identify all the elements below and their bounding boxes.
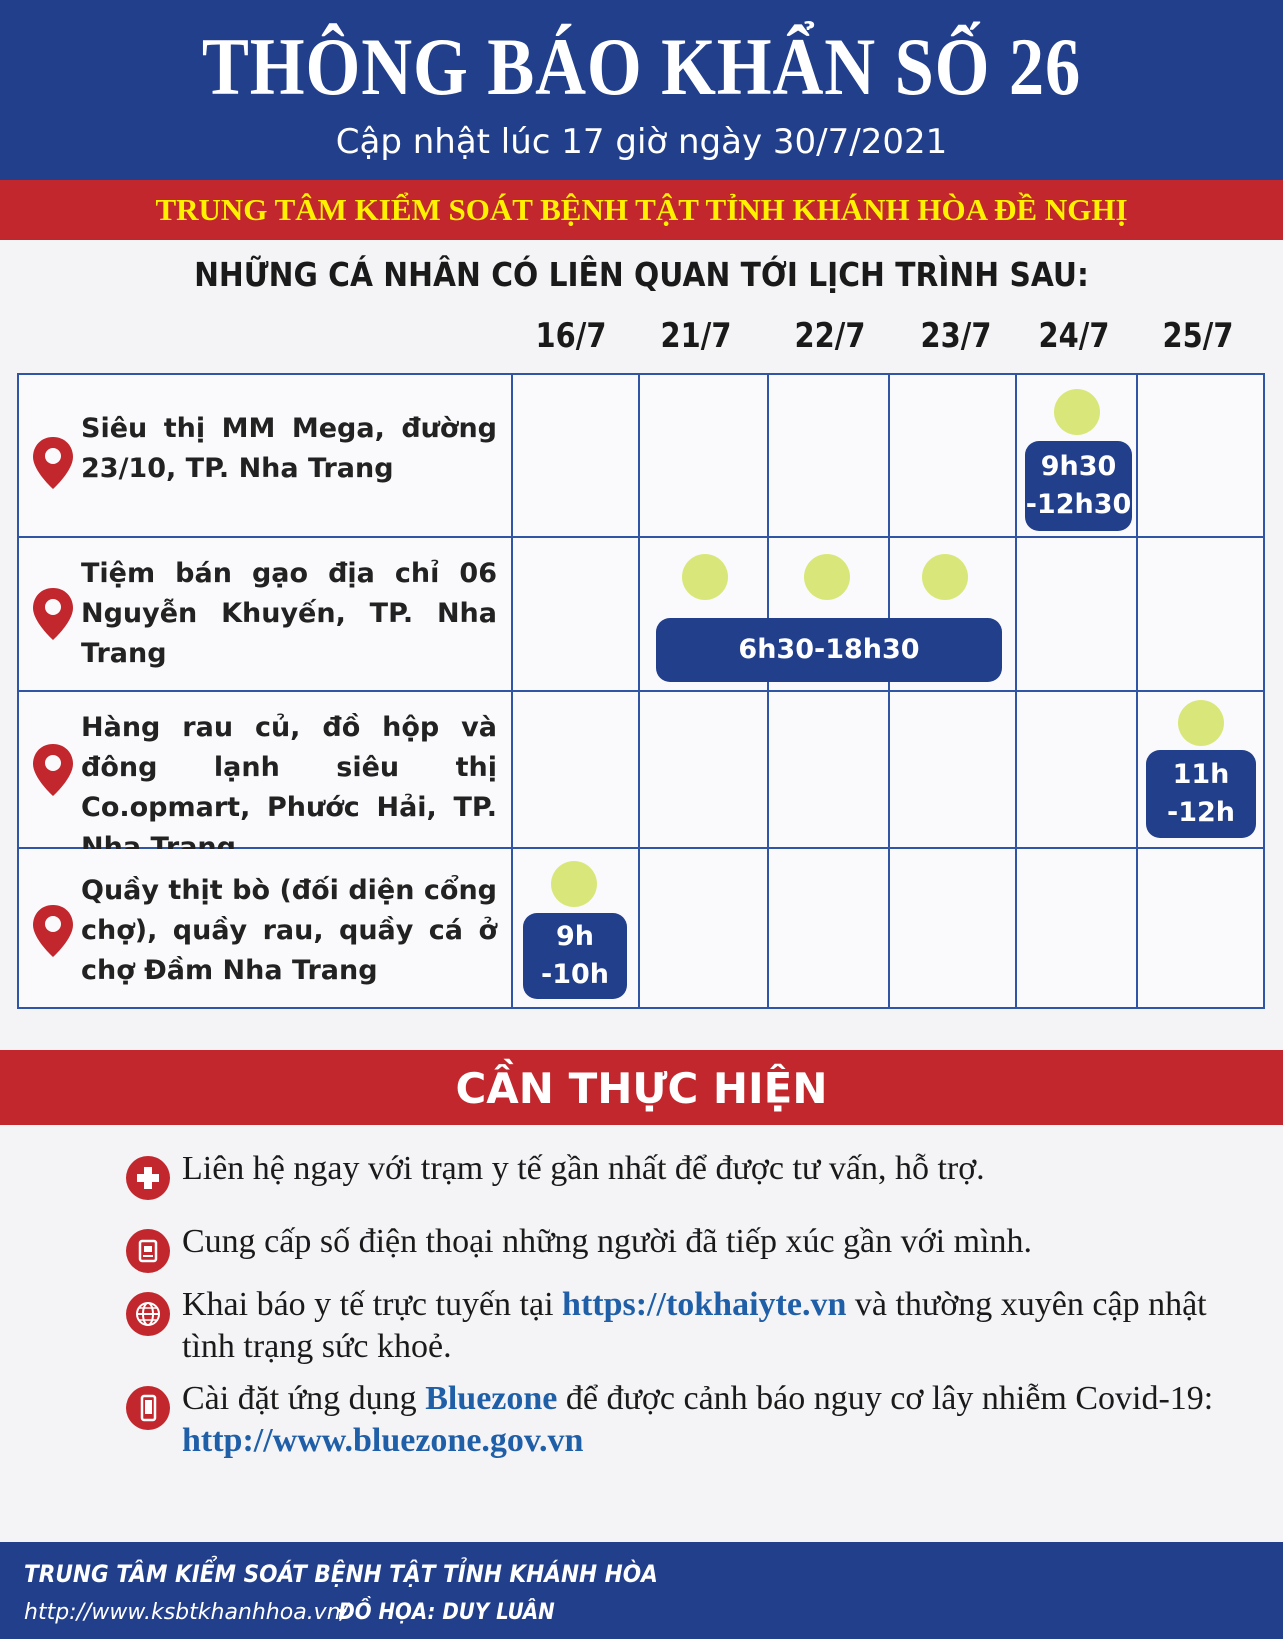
location-pin-icon [29,903,77,963]
table-row [18,848,1264,1008]
action-item: Cung cấp số điện thoại những người đã tiếp xúc gần với mình. [182,1223,1032,1260]
table-row [18,537,1264,691]
table-row [18,374,1264,537]
visit-cell [512,848,639,1008]
update-time: Cập nhật lúc 17 giờ ngày 30/7/2021 [335,122,948,162]
action-text: Cài đặt ứng dụng [182,1380,426,1417]
smartphone-icon [126,1386,170,1430]
action-item: Liên hệ ngay với trạm y tế gần nhất để được tư vấn, hỗ trợ. [182,1150,985,1187]
visit-dot [682,554,728,600]
action-section-bar [0,1050,1283,1125]
action-text: Khai báo y tế trực tuyến tại [182,1286,563,1323]
action-item [182,1378,1222,1462]
footer-website-link[interactable]: http://www.ksbtkhanhhoa.vn/ [24,1600,349,1625]
action-item [182,1284,1222,1368]
action-text: và thường xuyên cập nhật tình trạng sức khoẻ. [182,1286,1207,1365]
table-row [18,691,1264,848]
location-cell [18,537,512,691]
time-badge: 11h -12h [1146,750,1256,838]
location-cell [18,691,512,848]
visit-dot [1178,700,1224,746]
medical-cross-icon [126,1156,170,1200]
section-title: CẦN THỰC HIỆN [455,1064,828,1113]
schedule-table [17,373,1265,1009]
visit-dot [922,554,968,600]
location-name: Siêu thị MM Mega, đường 23/10, TP. Nha Trang [81,413,497,484]
time-badge: 9h -10h [523,913,627,999]
location-name: Hàng rau củ, đồ hộp và đông lạnh siêu thị Co.opmart, Phước Hải, TP. [81,712,497,823]
health-declaration-link[interactable]: https://tokhaiyte.vn [562,1286,847,1323]
time-badge: 9h30 -12h30 [1025,441,1132,531]
action-text: để được cảnh báo nguy cơ lây nhiễm Covid-19: [557,1380,1214,1417]
globe-icon [126,1292,170,1336]
time-badge: 6h30-18h30 [656,618,1002,682]
header [0,0,1283,180]
bluezone-app-name: Bluezone [425,1380,558,1417]
visit-cell [1137,691,1264,848]
visit-cell [639,537,920,691]
date-header: 22/7 [794,316,866,356]
footer [0,1542,1283,1639]
location-name: Quầy thịt bò (đối diện cổng chợ), quầy rau, quầy cá ở chợ Đầm Nha Trang [81,875,497,986]
footer-credit: ĐỒ HỌA: DUY LUÂN [338,1600,555,1625]
authority-banner-text: TRUNG TÂM KIỂM SOÁT BỆNH TẬT TỈNH KHÁNH HÒA ĐỀ NGHỊ [155,192,1128,227]
visit-dot [804,554,850,600]
location-name: Tiệm bán gạo địa chỉ 06 Nguyễn Khuyến, TP. Nha Trang [81,558,497,669]
location-pin-icon [29,435,77,495]
visit-cell [1016,374,1137,537]
location-cell [18,374,512,537]
date-header: 16/7 [535,316,607,356]
location-pin-icon [29,742,77,802]
page-title: THÔNG BÁO KHẨN SỐ 26 [201,21,1082,112]
phone-contact-icon [126,1229,170,1273]
bluezone-link[interactable]: http://www.bluezone.gov.vn [182,1422,584,1459]
visit-dot [551,861,597,907]
date-header: 24/7 [1038,316,1110,356]
date-header: 25/7 [1162,316,1234,356]
date-header: 21/7 [660,316,732,356]
date-header: 23/7 [920,316,992,356]
visit-dot [1054,389,1100,435]
location-pin-icon [29,586,77,646]
location-cell [18,848,512,1008]
schedule-heading: NHỮNG CÁ NHÂN CÓ LIÊN QUAN TỚI LỊCH TRÌNH SAU: [194,255,1089,294]
authority-banner [0,180,1283,240]
footer-organization: TRUNG TÂM KIỂM SOÁT BỆNH TẬT TỈNH KHÁNH HÒA [24,1560,658,1588]
